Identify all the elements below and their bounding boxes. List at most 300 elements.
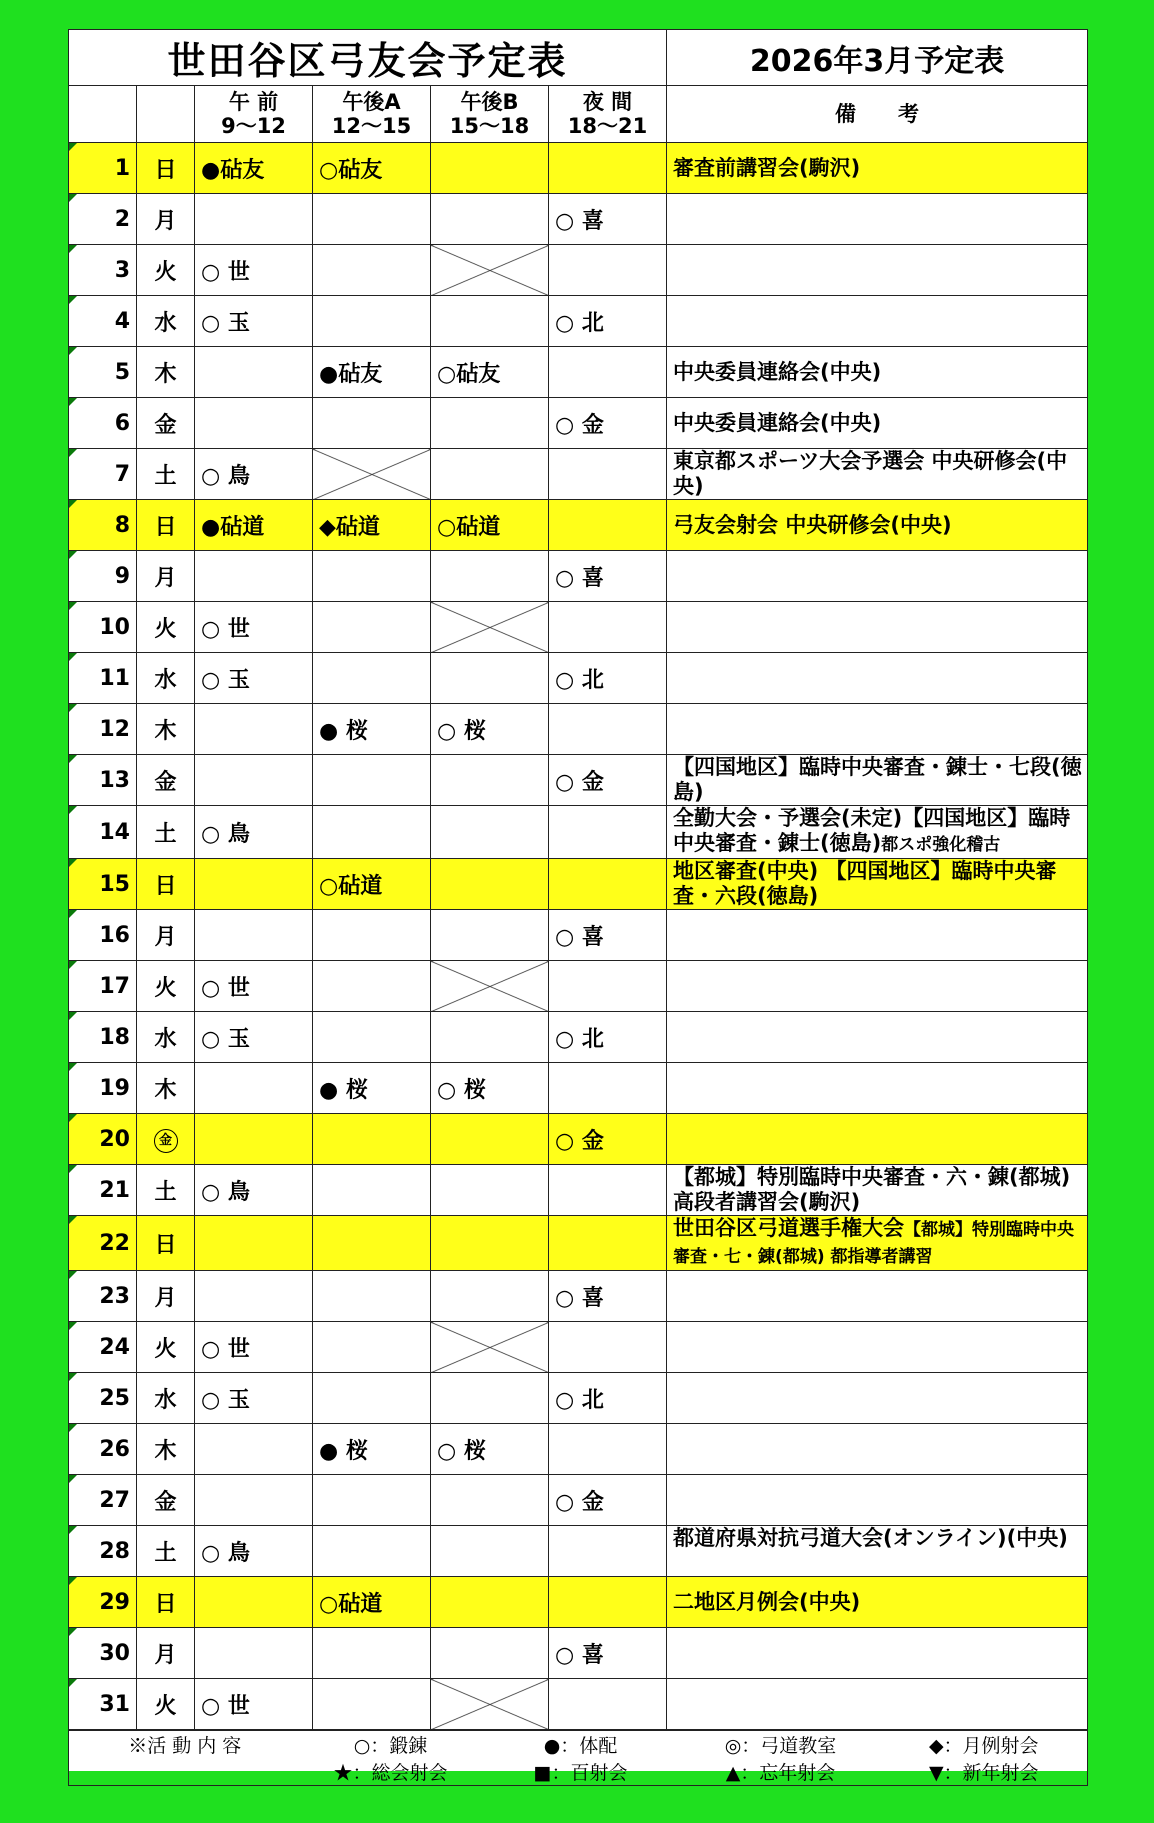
weekday-cell [137, 1216, 195, 1271]
slot-pm-b: ○ 桜 [431, 704, 549, 755]
slot-pm-a [313, 961, 431, 1012]
date-cell [69, 1322, 137, 1373]
date-number: 20 [99, 1126, 130, 1152]
slot-am: ○ 鳥 [195, 806, 313, 859]
slot-night: ○ 北 [549, 296, 667, 347]
date-cell [69, 1063, 137, 1114]
comment-marker [69, 1165, 77, 1173]
slot-am: ○ 鳥 [195, 1165, 313, 1216]
weekday-label: 木 [154, 1077, 177, 1103]
weekday-cell [137, 1475, 195, 1526]
weekday-cell [137, 755, 195, 806]
table-row [69, 910, 1088, 961]
slot-am: ○ 鳥 [195, 449, 313, 500]
slot-pm-b [431, 1577, 549, 1628]
notes-cell [667, 755, 1088, 806]
date-number: 7 [114, 461, 130, 487]
slot-pm-a [313, 1271, 431, 1322]
slot-pm-a [313, 602, 431, 653]
note-text: 都道府県対抗弓道大会(オンライン)(中央) [673, 1526, 1068, 1550]
slot-am: ○ 鳥 [195, 1526, 313, 1577]
comment-marker [69, 1373, 77, 1381]
slot-pm-b [431, 1165, 549, 1216]
date-number: 5 [114, 359, 130, 385]
slot-pm-a [313, 194, 431, 245]
header-notes: 備 考 [667, 86, 1088, 143]
notes-cell [667, 1012, 1088, 1063]
comment-marker [69, 500, 77, 508]
column-header-row [69, 86, 1088, 143]
weekday-label: 金 [154, 1129, 178, 1153]
slot-night [549, 1216, 667, 1271]
legend-label: ※活 動 内 容 [128, 1735, 242, 1757]
slot-pm-b [431, 1271, 549, 1322]
slot-pm-b: ○ 桜 [431, 1063, 549, 1114]
weekday-cell [137, 1628, 195, 1679]
slot-pm-b: ○砧友 [431, 347, 549, 398]
slot-night: ○ 北 [549, 653, 667, 704]
date-cell [69, 1216, 137, 1271]
comment-marker [69, 245, 77, 253]
date-cell [69, 1114, 137, 1165]
date-number: 14 [99, 819, 130, 845]
weekday-cell [137, 398, 195, 449]
slot-am: ○ 世 [195, 1322, 313, 1373]
slot-pm-a [313, 1475, 431, 1526]
notes-cell [667, 1475, 1088, 1526]
slot-night [549, 449, 667, 500]
table-row [69, 347, 1088, 398]
header-pm-b: 午後B 15～18 [431, 86, 549, 143]
table-row [69, 602, 1088, 653]
date-cell [69, 755, 137, 806]
slot-night [549, 1424, 667, 1475]
weekday-label: 日 [154, 514, 177, 540]
slot-pm-b [431, 194, 549, 245]
slot-am: ○ 世 [195, 602, 313, 653]
slot-pm-a [313, 1322, 431, 1373]
date-number: 13 [99, 767, 130, 793]
slot-am [195, 1271, 313, 1322]
notes-cell [667, 1679, 1088, 1730]
weekday-label: 月 [154, 1642, 177, 1668]
notes-cell [667, 1373, 1088, 1424]
comment-marker [69, 653, 77, 661]
slot-pm-b [431, 1475, 549, 1526]
notes-cell [667, 1216, 1088, 1271]
notes-cell [667, 1577, 1088, 1628]
slot-pm-a [313, 1012, 431, 1063]
slot-am [195, 347, 313, 398]
slot-pm-b [431, 1628, 549, 1679]
date-number: 9 [114, 563, 130, 589]
slot-am: ●砧道 [195, 500, 313, 551]
weekday-label: 月 [154, 208, 177, 234]
slot-pm-a [313, 296, 431, 347]
weekday-label: 木 [154, 1438, 177, 1464]
comment-marker [69, 1271, 77, 1279]
weekday-label: 日 [154, 157, 177, 183]
slot-night: ○ 喜 [549, 910, 667, 961]
slot-pm-a [313, 806, 431, 859]
notes-cell [667, 806, 1088, 859]
slot-pm-b [431, 1373, 549, 1424]
date-number: 30 [99, 1640, 130, 1666]
table-row [69, 500, 1088, 551]
weekday-label: 金 [154, 1489, 177, 1515]
weekday-cell [137, 551, 195, 602]
weekday-label: 火 [154, 259, 177, 285]
table-row [69, 961, 1088, 1012]
slot-pm-b [431, 806, 549, 859]
weekday-cell [137, 1165, 195, 1216]
slot-am [195, 1475, 313, 1526]
legend-hyakusha: ■：百射会 [533, 1762, 628, 1784]
slot-pm-b: ○砧道 [431, 500, 549, 551]
slot-pm-a [313, 245, 431, 296]
note-text: 【四国地区】臨時中央審査・錬士・七段(徳島) [673, 755, 1082, 804]
table-row [69, 1526, 1088, 1577]
slot-pm-a [313, 653, 431, 704]
weekday-label: 木 [154, 718, 177, 744]
slot-night [549, 1679, 667, 1730]
table-row [69, 1063, 1088, 1114]
date-cell [69, 296, 137, 347]
slot-night [549, 1063, 667, 1114]
notes-cell [667, 449, 1088, 500]
table-row [69, 704, 1088, 755]
date-number: 4 [114, 308, 130, 334]
slot-pm-a [313, 1114, 431, 1165]
weekday-cell [137, 347, 195, 398]
weekday-cell [137, 859, 195, 910]
table-row [69, 1012, 1088, 1063]
table-row [69, 859, 1088, 910]
weekday-label: 日 [154, 873, 177, 899]
slot-night: ○ 北 [549, 1373, 667, 1424]
comment-marker [69, 806, 77, 814]
note-text: 東京都スポーツ大会予選会 中央研修会(中央) [673, 449, 1068, 498]
slot-pm-a: ○砧道 [313, 859, 431, 910]
slot-pm-b-closed [431, 1216, 549, 1271]
slot-pm-b [431, 143, 549, 194]
comment-marker [69, 1526, 77, 1534]
date-cell [69, 961, 137, 1012]
comment-marker [69, 755, 77, 763]
slot-pm-a: ● 桜 [313, 1424, 431, 1475]
comment-marker [69, 1012, 77, 1020]
slot-pm-a [313, 1165, 431, 1216]
comment-marker [69, 1475, 77, 1483]
table-row [69, 1475, 1088, 1526]
comment-marker [69, 449, 77, 457]
slot-am-closed [195, 1216, 313, 1271]
weekday-label: 金 [154, 412, 177, 438]
slot-night: ○ 北 [549, 1012, 667, 1063]
comment-marker [69, 1628, 77, 1636]
slot-am: ○ 世 [195, 245, 313, 296]
table-row [69, 551, 1088, 602]
weekday-label: 水 [154, 667, 177, 693]
date-number: 27 [99, 1487, 130, 1513]
slot-night [549, 347, 667, 398]
header-am: 午 前 9～12 [195, 86, 313, 143]
weekday-label: 木 [154, 361, 177, 387]
notes-cell [667, 1322, 1088, 1373]
weekday-label: 火 [154, 1336, 177, 1362]
date-number: 6 [114, 410, 130, 436]
month-title: 2026年3月予定表 [667, 30, 1088, 86]
table-row [69, 1165, 1088, 1216]
date-number: 19 [99, 1075, 130, 1101]
slot-pm-a: ● 桜 [313, 704, 431, 755]
weekday-cell [137, 704, 195, 755]
date-cell [69, 1475, 137, 1526]
slot-night: ○ 喜 [549, 551, 667, 602]
legend-bonen: ▲：忘年射会 [725, 1762, 836, 1784]
date-number: 2 [114, 206, 130, 232]
weekday-label: 月 [154, 924, 177, 950]
slot-night [549, 806, 667, 859]
comment-marker [69, 1114, 77, 1122]
table-row [69, 1216, 1088, 1271]
weekday-label: 火 [154, 975, 177, 1001]
slot-am: ○ 玉 [195, 1373, 313, 1424]
slot-night [549, 143, 667, 194]
table-row [69, 1628, 1088, 1679]
slot-pm-b [431, 910, 549, 961]
notes-cell [667, 398, 1088, 449]
weekday-cell [137, 1526, 195, 1577]
comment-marker [69, 194, 77, 202]
slot-pm-b [431, 1526, 549, 1577]
slot-night: ○ 喜 [549, 194, 667, 245]
comment-marker [69, 1424, 77, 1432]
weekday-cell [137, 449, 195, 500]
slot-pm-b-closed [431, 961, 549, 1012]
notes-cell [667, 1424, 1088, 1475]
slot-night [549, 245, 667, 296]
weekday-label: 火 [154, 1693, 177, 1719]
date-number: 8 [114, 512, 130, 538]
table-row [69, 806, 1088, 859]
slot-pm-a: ○砧友 [313, 143, 431, 194]
date-number: 28 [99, 1538, 130, 1564]
slot-pm-b [431, 296, 549, 347]
slot-pm-a [313, 1526, 431, 1577]
weekday-cell [137, 500, 195, 551]
slot-night [549, 1322, 667, 1373]
slot-am [195, 1424, 313, 1475]
date-number: 25 [99, 1385, 130, 1411]
slot-am [195, 859, 313, 910]
date-number: 12 [99, 716, 130, 742]
date-cell [69, 806, 137, 859]
legend-sokai: ★：総会射会 [333, 1762, 448, 1784]
date-cell [69, 859, 137, 910]
slot-am [195, 1063, 313, 1114]
header-night: 夜 間 18～21 [549, 86, 667, 143]
notes-cell [667, 245, 1088, 296]
note-text: 二地区月例会(中央) [673, 1589, 861, 1614]
header-pm-a: 午後A 12～15 [313, 86, 431, 143]
notes-cell [667, 347, 1088, 398]
slot-pm-b [431, 449, 549, 500]
slot-pm-a-closed [313, 1216, 431, 1271]
date-cell [69, 551, 137, 602]
date-cell [69, 194, 137, 245]
slot-night: ○ 喜 [549, 1628, 667, 1679]
slot-night: ○ 金 [549, 1475, 667, 1526]
weekday-cell [137, 961, 195, 1012]
slot-night: ○ 喜 [549, 1271, 667, 1322]
slot-pm-b [431, 551, 549, 602]
slot-am [195, 1628, 313, 1679]
weekday-cell [137, 1063, 195, 1114]
comment-marker [69, 143, 77, 151]
table-row [69, 1424, 1088, 1475]
comment-marker [69, 1322, 77, 1330]
notes-cell [667, 551, 1088, 602]
notes-cell [667, 194, 1088, 245]
weekday-label: 土 [154, 1540, 177, 1566]
slot-night [549, 500, 667, 551]
comment-marker [69, 296, 77, 304]
notes-cell [667, 143, 1088, 194]
note-text: 【都城】特別臨時中央審査・六・錬(都城) 高段者講習会(駒沢) [673, 1165, 1113, 1214]
slot-am [195, 398, 313, 449]
weekday-label: 日 [154, 1232, 177, 1258]
notes-cell [667, 602, 1088, 653]
weekday-cell [137, 602, 195, 653]
slot-night [549, 1526, 667, 1577]
slot-am [195, 755, 313, 806]
comment-marker [69, 910, 77, 918]
weekday-cell [137, 1114, 195, 1165]
slot-night [549, 602, 667, 653]
notes-cell [667, 653, 1088, 704]
date-number: 23 [99, 1283, 130, 1309]
date-number: 18 [99, 1024, 130, 1050]
page-title: 世田谷区弓友会予定表 [69, 30, 667, 86]
table-row [69, 1679, 1088, 1730]
legend-kyoshitsu: ◎：弓道教室 [724, 1735, 837, 1757]
date-cell [69, 449, 137, 500]
weekday-label: 土 [154, 463, 177, 489]
date-cell [69, 1271, 137, 1322]
slot-night: ○ 金 [549, 755, 667, 806]
comment-marker [69, 1577, 77, 1585]
date-number: 11 [99, 665, 130, 691]
weekday-label: 火 [154, 616, 177, 642]
slot-pm-a [313, 1628, 431, 1679]
weekday-cell [137, 194, 195, 245]
slot-pm-a [313, 1373, 431, 1424]
date-cell [69, 143, 137, 194]
notes-cell [667, 1063, 1088, 1114]
notes-cell [667, 1526, 1088, 1577]
date-cell [69, 500, 137, 551]
slot-am: ●砧友 [195, 143, 313, 194]
slot-pm-b-closed [431, 1679, 549, 1730]
slot-am [195, 551, 313, 602]
comment-marker [69, 1679, 77, 1687]
date-number: 26 [99, 1436, 130, 1462]
date-cell [69, 1012, 137, 1063]
slot-pm-b [431, 859, 549, 910]
table-row [69, 653, 1088, 704]
note-small-text: 都スポ強化稽古 [881, 835, 1001, 855]
weekday-cell [137, 1577, 195, 1628]
slot-night [549, 859, 667, 910]
slot-night [549, 1577, 667, 1628]
table-row [69, 194, 1088, 245]
weekday-cell [137, 910, 195, 961]
comment-marker [69, 704, 77, 712]
slot-pm-b: ○ 桜 [431, 1424, 549, 1475]
weekday-cell [137, 296, 195, 347]
table-row [69, 296, 1088, 347]
note-text: 中央委員連絡会(中央) [673, 410, 882, 435]
slot-pm-a [313, 398, 431, 449]
comment-marker [69, 1063, 77, 1071]
date-cell [69, 1373, 137, 1424]
slot-am [195, 910, 313, 961]
table-row [69, 398, 1088, 449]
notes-cell [667, 961, 1088, 1012]
weekday-cell [137, 1271, 195, 1322]
weekday-label: 月 [154, 565, 177, 591]
schedule-sheet [68, 29, 1113, 1784]
date-number: 3 [114, 257, 130, 283]
slot-pm-b [431, 1012, 549, 1063]
slot-am [195, 194, 313, 245]
weekday-cell [137, 1322, 195, 1373]
note-text: 地区審査(中央) 【四国地区】臨時中央審査・六段(徳島) [673, 859, 1057, 908]
date-number: 31 [99, 1691, 130, 1717]
notes-cell [667, 1165, 1113, 1216]
note-text: 審査前講習会(駒沢) [673, 155, 861, 180]
note-text: 全勤大会・予選会(未定)【四国地区】臨時中央審査・錬士(徳島) [673, 806, 1071, 855]
note-small-text: 【都城】特別臨時中央審査・七・錬(都城) 都指導者講習 [673, 1220, 1075, 1267]
weekday-label: 土 [154, 1179, 177, 1205]
note-text: 世田谷区弓道選手権大会 [673, 1216, 905, 1240]
date-cell [69, 602, 137, 653]
date-number: 15 [99, 871, 130, 897]
date-cell [69, 1628, 137, 1679]
slot-pm-a: ●砧友 [313, 347, 431, 398]
date-cell [69, 1577, 137, 1628]
date-cell [69, 1165, 137, 1216]
notes-cell [667, 296, 1088, 347]
table-row [69, 1577, 1088, 1628]
date-cell [69, 1526, 137, 1577]
date-cell [69, 910, 137, 961]
weekday-cell [137, 1424, 195, 1475]
slot-pm-b [431, 653, 549, 704]
weekday-label: 水 [154, 1026, 177, 1052]
date-cell [69, 1679, 137, 1730]
date-number: 24 [99, 1334, 130, 1360]
slot-am [195, 704, 313, 755]
table-row [69, 1322, 1088, 1373]
slot-night: ○ 金 [549, 1114, 667, 1165]
date-cell [69, 398, 137, 449]
slot-am: ○ 玉 [195, 296, 313, 347]
comment-marker [69, 859, 77, 867]
comment-marker [69, 961, 77, 969]
table-row [69, 245, 1088, 296]
